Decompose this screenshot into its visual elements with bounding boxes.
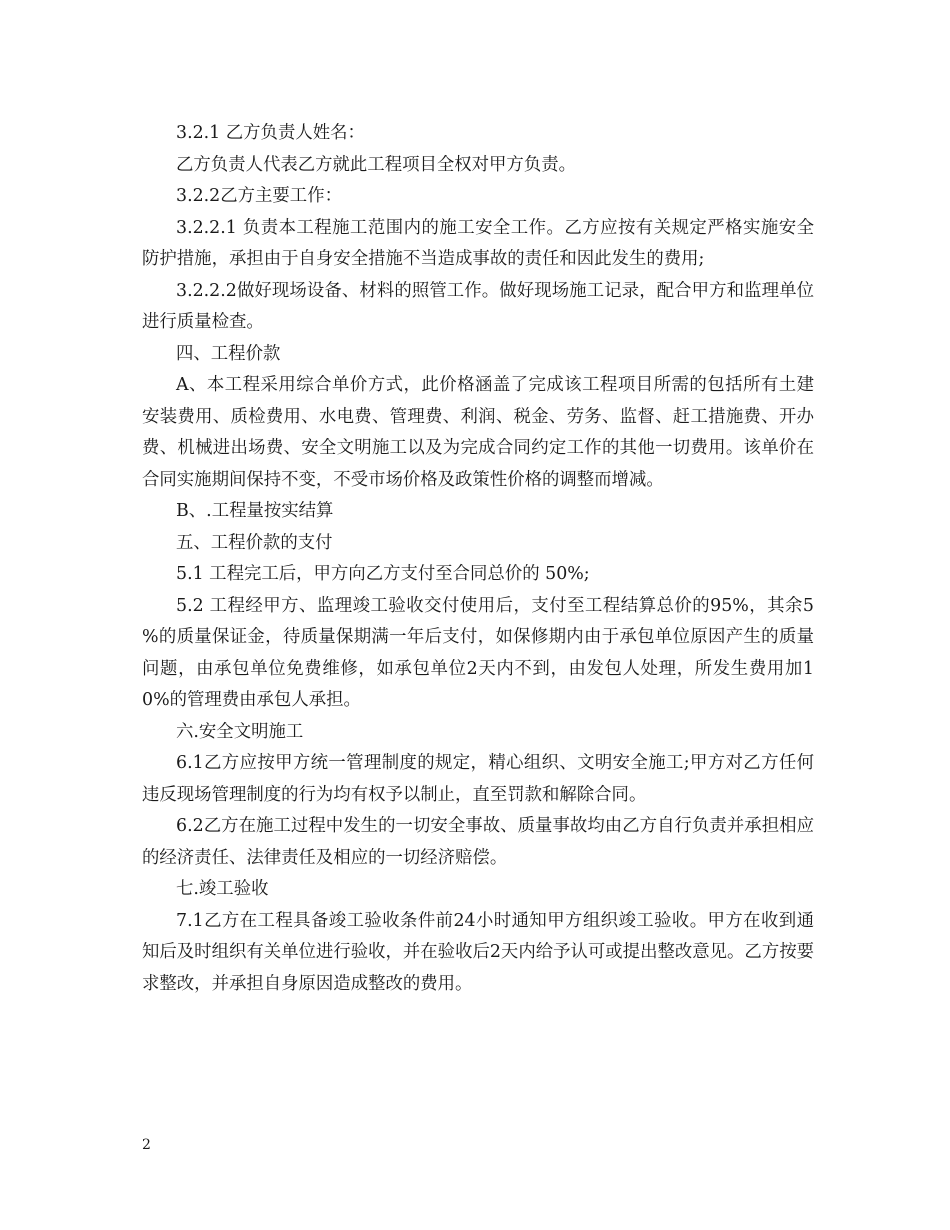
section-4-heading: 四、工程价款 (176, 343, 281, 364)
section-7-heading: 七.竣工验收 (176, 879, 269, 899)
section-5-heading: 五、工程价款的支付 (176, 532, 333, 553)
paragraph-3-2-2-2: 3.2.2.2做好现场设备、材料的照管工作。做好现场施工记录，配合甲方和监理单位进行质量检查。 (142, 280, 814, 332)
paragraph-4-b: B、.工程量按实结算 (176, 501, 334, 521)
paragraph-5-2: 5.2 工程经甲方、监理竣工验收交付使用后，支付至工程结算总价的95%，其余5 %的质量保证金，待质量保期满一年后支付，如保修期内由于承包单位原因产生的质量问题，由承包单位免费维修，如承包单位2天内不到，由发包人处理，所发生费用加10%的管理费由承包人承担。 (142, 595, 814, 710)
document-body (142, 118, 814, 1000)
paragraph-6-2: 6.2乙方在施工过程中发生的一切安全事故、质量事故均由乙方自行负责并承担相应的经济责任、法律责任及相应的一切经济赔偿。 (142, 816, 814, 868)
paragraph-4-a: A、本工程采用综合单价方式，此价格涵盖了完成该工程项目所需的包括所有土建安装费用、质检费用、水电费、管理费、利润、税金、劳务、监督、赶工措施费、开办费、机械进出场费、安全文明施工以及为完成合同约定工作的其他一切费用。该单价在合同实施期间保持不变，不受市场价格及政策性价格的调整而增减。 (142, 375, 814, 490)
paragraph-7-1: 7.1乙方在工程具备竣工验收条件前24小时通知甲方组织竣工验收。甲方在收到通知后及时组织有关单位进行验收，并在验收后2天内给予认可或提出整改意见。乙方按要求整改，并承担自身原因造成整改的费用。 (142, 910, 814, 994)
section-3-2-1-heading: 3.2.1 乙方负责人姓名： (176, 123, 365, 143)
section-6-heading: 六.安全文明施工 (176, 721, 304, 742)
paragraph-6-1: 6.1乙方应按甲方统一管理制度的规定，精心组织、文明安全施工;甲方对乙方任何违反现场管理制度的行为均有权予以制止，直至罚款和解除合同。 (142, 753, 814, 805)
paragraph-responsible-person: 乙方负责人代表乙方就此工程项目全权对甲方负责。 (176, 154, 576, 175)
section-3-2-2-heading: 3.2.2乙方主要工作： (176, 186, 342, 206)
paragraph-3-2-2-1: 3.2.2.1 负责本工程施工范围内的施工安全工作。乙方应按有关规定严格实施安全防护措施，承担由于自身安全措施不当造成事故的责任和因此发生的费用; (142, 217, 814, 269)
paragraph-5-1: 5.1 工程完工后，甲方向乙方支付至合同总价的 50%; (176, 564, 590, 584)
page-number: 2 (142, 1137, 151, 1153)
